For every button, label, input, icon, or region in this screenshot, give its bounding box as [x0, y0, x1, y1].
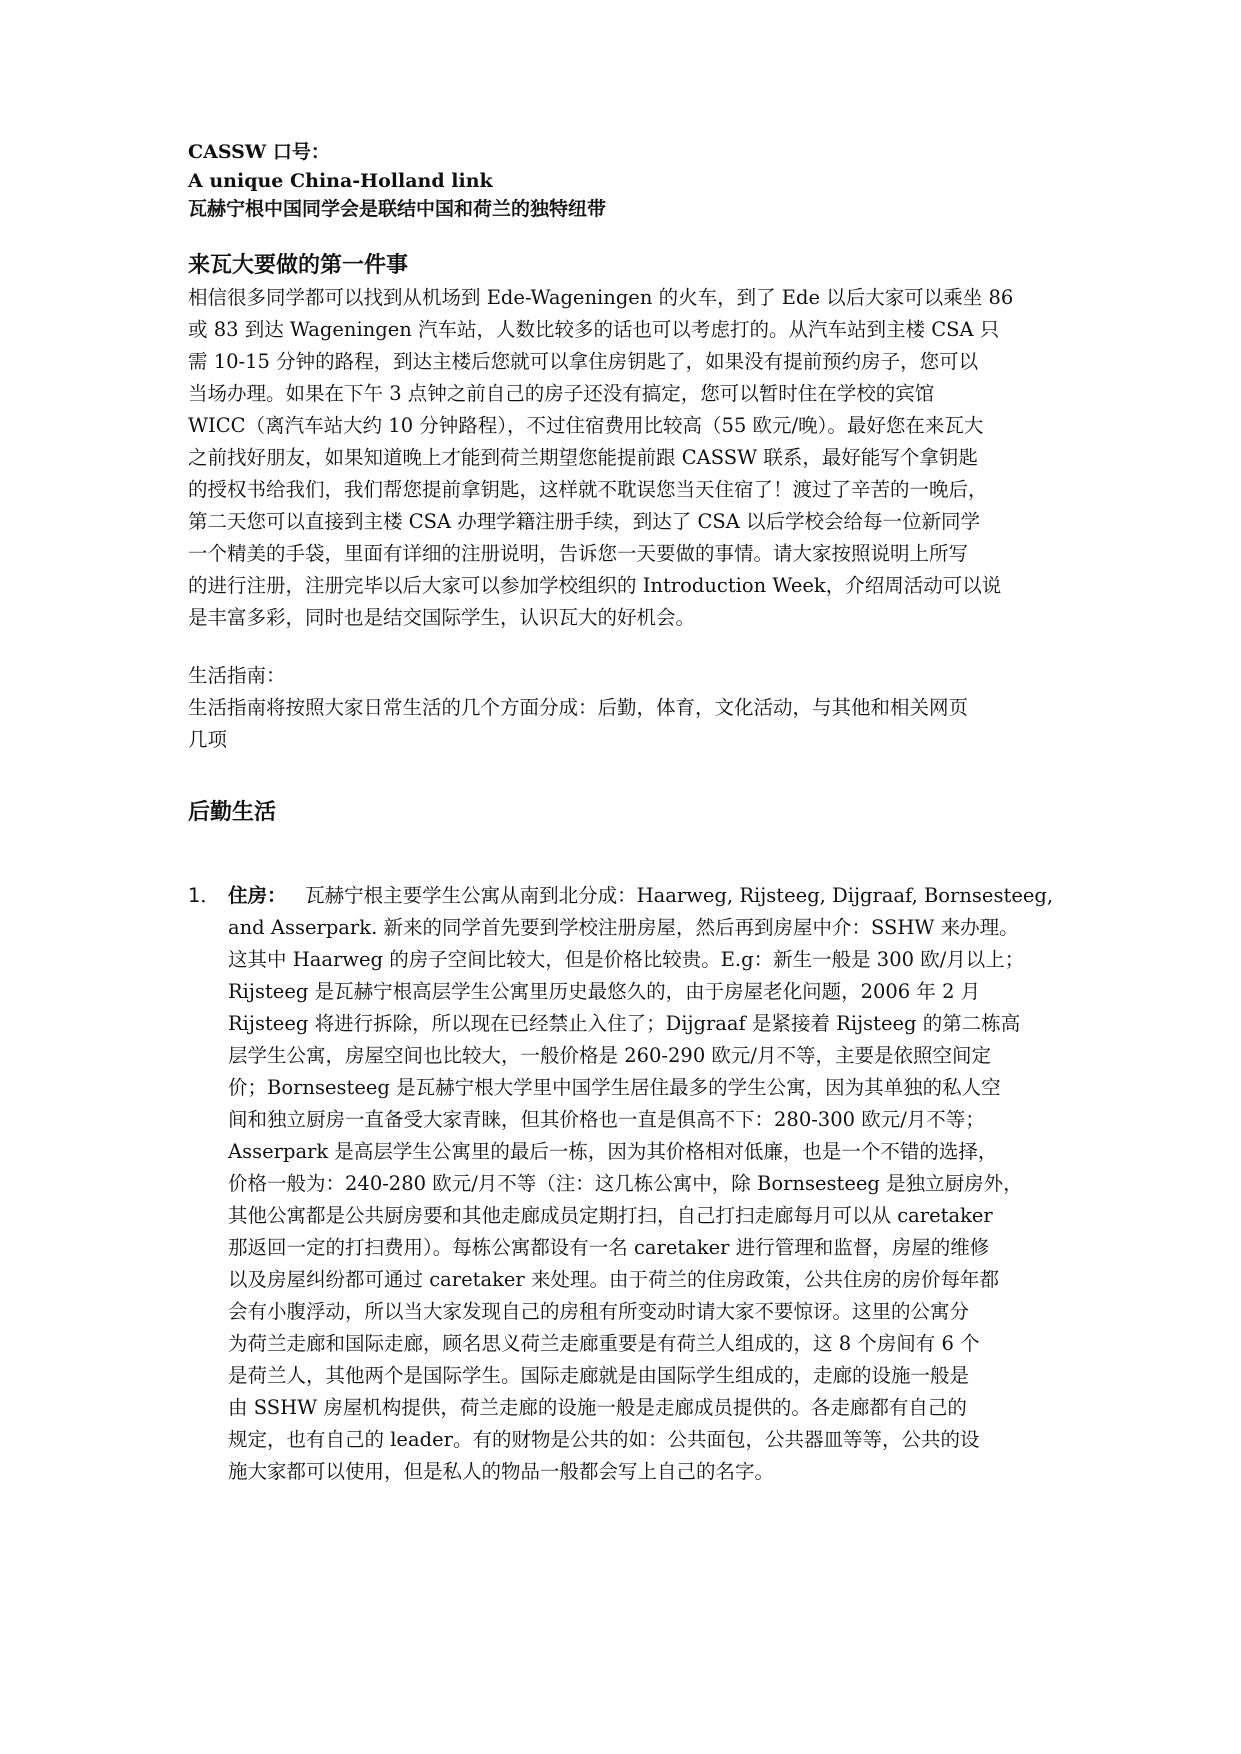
slogan-english: A unique China-Holland link	[188, 170, 493, 192]
paragraph-line: 需 10-15 分钟的路程，到达主楼后您就可以拿住房钥匙了，如果没有提前预约房子，您可以	[188, 350, 979, 373]
paragraph-line: 的进行注册，注册完毕以后大家可以参加学校组织的 Introduction Week，介绍周活动可以说	[188, 574, 1002, 597]
paragraph-line: 是丰富多彩，同时也是结交国际学生，认识瓦大的好机会。	[188, 606, 696, 629]
slogan-label: CASSW 口号：	[188, 141, 330, 163]
paragraph-line: WICC（离汽车站大约 10 分钟路程），不过住宿费用比较高（55 欧元/晚）。最好您在来瓦大	[188, 414, 984, 437]
paragraph-line: 规定，也有自己的 leader。有的财物是公共的如：公共面包，公共器皿等等，公共的设	[228, 1428, 980, 1451]
paragraph-line: 价格一般为：240-280 欧元/月不等（注：这几栋公寓中，除 Bornsesteeg 是独立厨房外，	[228, 1172, 1023, 1195]
paragraph-line: 相信很多同学都可以找到从机场到 Ede-Wageningen 的火车，到了 Ede 以后大家可以乘坐 86	[188, 286, 1014, 309]
paragraph-line: 第二天您可以直接到主楼 CSA 办理学籍注册手续，到达了 CSA 以后学校会给每一位新同学	[188, 510, 981, 533]
paragraph-line: 的授权书给我们，我们帮您提前拿钥匙，这样就不耽误您当天住宿了！渡过了辛苦的一晚后，	[188, 478, 988, 501]
paragraph-line: Asserpark 是高层学生公寓里的最后一栋，因为其价格相对低廉，也是一个不错的选择，	[228, 1140, 998, 1163]
paragraph-line: 当场办理。如果在下午 3 点钟之前自己的房子还没有搞定，您可以暂时住在学校的宾馆	[188, 382, 935, 405]
paragraph-line: 一个精美的手袋，里面有详细的注册说明，告诉您一天要做的事情。请大家按照说明上所写	[188, 542, 969, 565]
paragraph-line: 之前找好朋友，如果知道晚上才能到荷兰期望您能提前跟 CASSW 联系，最好能写个拿钥匙	[188, 446, 978, 469]
paragraph-line: 是荷兰人，其他两个是国际学生。国际走廊就是由国际学生组成的，走廊的设施一般是	[228, 1364, 970, 1387]
paragraph-line: 那返回一定的打扫费用）。每栋公寓都设有一名 caretaker 进行管理和监督，房屋的维修	[228, 1236, 990, 1259]
first-thing-paragraph	[188, 282, 1058, 634]
paragraph-line: 或 83 到达 Wageningen 汽车站，人数比较多的话也可以考虑打的。从汽车站到主楼 CSA 只	[188, 318, 1000, 341]
paragraph-line: 施大家都可以使用，但是私人的物品一般都会写上自己的名字。	[228, 1460, 775, 1483]
paragraph-line: 会有小腹浮动，所以当大家发现自己的房租有所变动时请大家不要惊讶。这里的公寓分	[228, 1300, 970, 1323]
housing-first-line: 瓦赫宁根主要学生公寓从南到北分成：Haarweg, Rijsteeg, Dijgraaf, Bornsesteeg,	[305, 884, 1054, 907]
paragraph-line: 价；Bornsesteeg 是瓦赫宁根大学里中国学生居住最多的学生公寓，因为其单独的私人空	[228, 1076, 1001, 1099]
paragraph-line: 层学生公寓，房屋空间也比较大，一般价格是 260-290 欧元/月不等，主要是依照空间定	[228, 1044, 991, 1067]
paragraph-line: and Asserpark. 新来的同学首先要到学校注册房屋，然后再到房屋中介：SSHW 来办理。	[228, 916, 1019, 939]
guide-label: 生活指南：	[188, 664, 286, 687]
paragraph-line: Rijsteeg 是瓦赫宁根高层学生公寓里历史最悠久的，由于房屋老化问题，2006 年 2 月	[228, 980, 981, 1003]
list-item-number: 1．	[188, 884, 220, 907]
paragraph-line: 生活指南将按照大家日常生活的几个方面分成：后勤，体育，文化活动，与其他和相关网页	[188, 696, 969, 719]
paragraph-line: 几项	[188, 728, 228, 751]
paragraph-line: 这其中 Haarweg 的房子空间比较大，但是价格比较贵。E.g：新生一般是 300 欧/月以上；	[228, 948, 1025, 971]
paragraph-line: 以及房屋纠纷都可通过 caretaker 来处理。由于荷兰的住房政策，公共住房的房价每年都	[228, 1268, 999, 1291]
paragraph-line: 由 SSHW 房屋机构提供，荷兰走廊的设施一般是走廊成员提供的。各走廊都有自己的	[228, 1396, 967, 1419]
first-thing-heading: 来瓦大要做的第一件事	[188, 253, 409, 278]
housing-item-title: 住房：	[228, 884, 287, 907]
slogan-chinese: 瓦赫宁根中国同学会是联结中国和荷兰的独特纽带	[188, 198, 607, 220]
paragraph-line: 间和独立厨房一直备受大家青睐，但其价格也一直是俱高不下：280-300 欧元/月不等；	[228, 1108, 985, 1131]
paragraph-line: 其他公寓都是公共厨房要和其他走廊成员定期打扫，自己打扫走廊每月可以从 caretaker	[228, 1204, 993, 1227]
guide-paragraph	[188, 692, 1058, 756]
paragraph-line: Rijsteeg 将进行拆除，所以现在已经禁止入住了；Dijgraaf 是紧接着 Rijsteeg 的第二栋高	[228, 1012, 1021, 1035]
housing-item-body	[228, 880, 1068, 1488]
paragraph-line: 为荷兰走廊和国际走廊，顾名思义荷兰走廊重要是有荷兰人组成的，这 8 个房间有 6 个	[228, 1332, 980, 1355]
logistics-heading: 后勤生活	[188, 800, 277, 825]
